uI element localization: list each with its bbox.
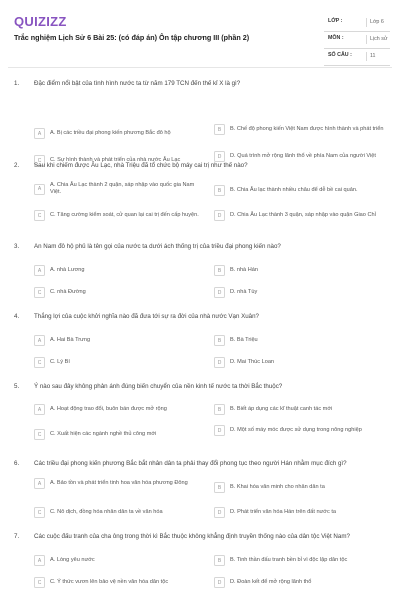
option-letter-box: B <box>214 482 225 493</box>
option-text: A. Bảo tồn và phát triển tinh hoa văn hóa phương Đông <box>50 480 188 486</box>
option-text: A. Hai Bà Trưng <box>50 337 91 343</box>
question-number: 1. <box>14 80 20 87</box>
option-letter-box: C <box>34 577 45 588</box>
option-letter-box: C <box>34 210 45 221</box>
option-b[interactable] <box>214 124 390 135</box>
option-letter-box: B <box>214 335 225 346</box>
option-a[interactable] <box>34 335 204 346</box>
option-d[interactable] <box>214 577 390 588</box>
option-text: D. Đoàn kết để mở rộng lãnh thổ <box>230 579 312 585</box>
option-letter-box: C <box>34 155 45 166</box>
option-text: C. Sự hình thành và phát triển của nhà nước Âu Lạc <box>50 157 181 163</box>
option-letter-box: D <box>214 357 225 368</box>
option-d[interactable] <box>214 287 390 298</box>
option-d[interactable] <box>214 425 390 436</box>
option-letter-box: B <box>214 185 225 196</box>
option-text: B. nhà Hán <box>230 267 258 273</box>
option-a[interactable] <box>34 265 204 276</box>
option-c[interactable] <box>34 577 204 588</box>
question-text: An Nam đô hộ phủ là tên gọi của nước ta dưới ách thống trị của triều đại phong kiến nào? <box>34 243 281 250</box>
option-text: A. nhà Lương <box>50 267 85 273</box>
meta-row-grade <box>324 15 390 32</box>
option-letter-box: C <box>34 357 45 368</box>
option-b[interactable] <box>214 404 390 415</box>
worksheet-title: Trắc nghiệm Lịch Sử 6 Bài 25: (có đáp án) Ôn tập chương III (phần 2) <box>14 33 250 42</box>
meta-value: 11 <box>366 52 376 61</box>
option-letter-box: D <box>214 577 225 588</box>
option-letter-box: D <box>214 151 225 162</box>
option-d[interactable] <box>214 507 390 518</box>
meta-label: LỚP : <box>328 18 343 24</box>
option-letter-box: C <box>34 287 45 298</box>
option-text: A. Chia Âu Lạc thành 2 quận, sáp nhập vào quốc gia Nam Việt. <box>50 182 195 195</box>
option-text: B. Chia Âu lạc thành nhiều châu để dễ bề cai quản. <box>230 187 358 193</box>
option-text: A. Bị các triều đại phong kiến phương Bắc đô hộ <box>50 130 171 136</box>
option-text: C. Xuất hiện các ngành nghề thủ công mới <box>50 431 157 437</box>
option-text: C. nhà Đường <box>50 289 86 295</box>
option-text: D. nhà Tùy <box>230 289 258 295</box>
option-text: A. Hoạt động trao đổi, buôn bán được mở rộng <box>50 406 167 412</box>
question-number: 4. <box>14 313 20 320</box>
question-text: Sau khi chiếm được Âu Lạc, nhà Triệu đã tổ chức bộ máy cai trị như thế nào? <box>34 162 248 169</box>
option-text: D. Quá trình mở rộng lãnh thổ về phía Nam của người Việt <box>230 153 376 159</box>
option-c[interactable] <box>34 357 204 368</box>
option-b[interactable] <box>214 265 390 276</box>
option-letter-box: A <box>34 335 45 346</box>
option-a[interactable] <box>34 404 204 415</box>
option-text: D. Một số máy móc được sử dụng trong nông nghiệp <box>230 427 362 433</box>
meta-row-subject <box>324 32 390 49</box>
question-number: 2. <box>14 162 20 169</box>
option-text: A. Lòng yêu nước <box>50 557 95 563</box>
option-b[interactable] <box>214 555 390 566</box>
question-text: Các triều đại phong kiến phương Bắc bắt nhân dân ta phải thay đổi phong tục theo người Hán nhằm mục đích gì? <box>34 460 347 467</box>
option-b[interactable] <box>214 482 390 493</box>
option-a[interactable] <box>34 478 204 489</box>
option-text: D. Mai Thúc Loan <box>230 359 275 365</box>
question-text: Đặc điểm nổi bật của tình hình nước ta từ năm 179 TCN đến thế kỉ X là gì? <box>34 80 241 87</box>
question-number: 3. <box>14 243 20 250</box>
option-letter-box: D <box>214 210 225 221</box>
meta-label: MÔN : <box>328 35 344 41</box>
option-letter-box: A <box>34 265 45 276</box>
option-a[interactable] <box>34 555 204 566</box>
option-letter-box: A <box>34 184 45 195</box>
option-c[interactable] <box>34 507 204 518</box>
meta-value: Lịch sử <box>366 35 387 44</box>
option-text: C. Ý thức vươn lên bảo vệ nền văn hóa dân tộc <box>50 579 169 585</box>
option-c[interactable] <box>34 287 204 298</box>
option-text: B. Khai hóa văn minh cho nhân dân ta <box>230 484 325 490</box>
option-text: B. Bà Triệu <box>230 337 258 343</box>
option-c[interactable] <box>34 429 204 440</box>
option-letter-box: C <box>34 507 45 518</box>
option-a[interactable] <box>34 128 204 139</box>
question-text: Các cuộc đấu tranh của cha ông trong thời kì Bắc thuộc không khẳng định truyền thống nào của dân tộc Việt Nam? <box>34 533 350 540</box>
option-text: B. Biết áp dụng các kĩ thuật canh tác mới <box>230 406 333 412</box>
option-letter-box: A <box>34 555 45 566</box>
option-c[interactable] <box>34 210 204 221</box>
option-letter-box: D <box>214 507 225 518</box>
option-a[interactable] <box>34 182 204 196</box>
question-text: Thắng lợi của cuộc khởi nghĩa nào đã đưa tới sự ra đời của nhà nước Vạn Xuân? <box>34 313 260 320</box>
option-letter-box: A <box>34 128 45 139</box>
option-d[interactable] <box>214 357 390 368</box>
meta-label: SỐ CÂU : <box>328 52 352 58</box>
option-text: C. Lý Bí <box>50 359 70 365</box>
question-number: 7. <box>14 533 20 540</box>
question-text: Ý nào sau đây không phản ánh đúng biến chuyển của nền kinh tế nước ta thời Bắc thuộc? <box>34 383 283 390</box>
option-letter-box: A <box>34 478 45 489</box>
option-d[interactable] <box>214 210 390 221</box>
option-text: C. Nô dịch, đồng hóa nhân dân ta về văn hóa <box>50 509 163 515</box>
quizizz-logo: QUIZIZZ <box>14 14 67 29</box>
option-letter-box: C <box>34 429 45 440</box>
meta-box <box>324 15 390 66</box>
header-divider <box>8 67 392 68</box>
question-number: 5. <box>14 383 20 390</box>
meta-value: Lớp 6 <box>366 18 384 27</box>
option-b[interactable] <box>214 335 390 346</box>
option-text: B. Tinh thần đấu tranh bền bỉ vì độc lập dân tộc <box>230 557 348 563</box>
option-letter-box: A <box>34 404 45 415</box>
option-letter-box: B <box>214 124 225 135</box>
worksheet-header <box>0 0 400 70</box>
option-letter-box: B <box>214 404 225 415</box>
meta-row-count <box>324 49 390 66</box>
option-text: D. Phát triển văn hóa Hán trên đất nước ta <box>230 509 336 515</box>
option-text: C. Tăng cường kiểm soát, cử quan lại cai trị đến cấp huyện. <box>50 212 199 218</box>
option-letter-box: D <box>214 287 225 298</box>
option-letter-box: B <box>214 555 225 566</box>
option-text: D. Chia Âu Lạc thành 3 quận, sáp nhập vào quận Giao Chỉ <box>230 212 376 218</box>
option-text: B. Chế độ phong kiến Việt Nam được hình thành và phát triển <box>230 126 384 132</box>
question-number: 6. <box>14 460 20 467</box>
option-d[interactable] <box>214 151 390 162</box>
option-letter-box: B <box>214 265 225 276</box>
option-letter-box: D <box>214 425 225 436</box>
option-b[interactable] <box>214 185 390 196</box>
